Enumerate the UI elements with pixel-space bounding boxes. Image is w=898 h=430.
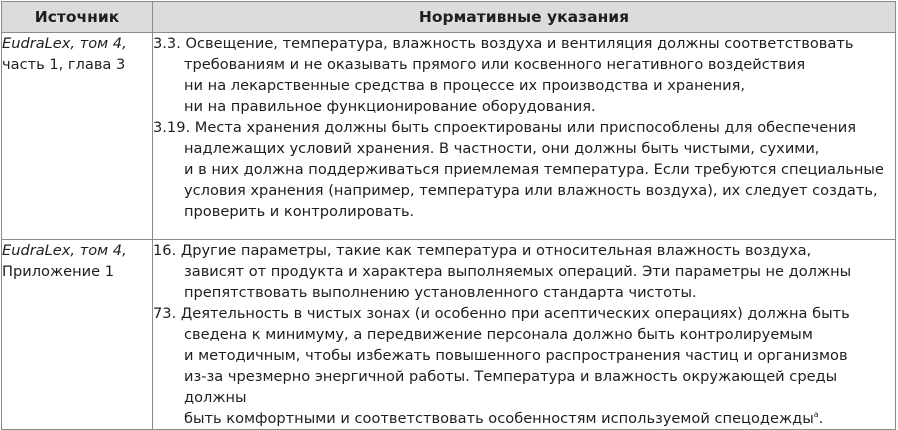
clause-line: ни на лекарственные средства в процессе их производства и хранения, [184, 77, 746, 94]
table-row [2, 240, 896, 430]
header-guidance: Нормативные указания [153, 2, 896, 33]
source-section: часть 1, глава 3 [2, 56, 126, 73]
clause-line [153, 408, 895, 429]
guidance-cell [153, 33, 896, 240]
source-italic: EudraLex, том 4, [2, 242, 127, 259]
clause-line: сведена к минимуму, а передвижение персонала должно быть контролируемым [184, 326, 813, 343]
clause-line: ни на правильное функционирование оборудования. [184, 98, 596, 115]
clause-3-3 [153, 33, 895, 117]
clause-16 [153, 240, 895, 303]
clause-line: надлежащих условий хранения. В частности, они должны быть чистыми, сухими, [184, 140, 820, 157]
table-row [2, 33, 896, 240]
regulatory-table [1, 1, 896, 430]
clause-line: требованиям и не оказывать прямого или косвенного негативного воздействия [184, 56, 806, 73]
clause-line: условия хранения (например, температура или влажность воздуха), их следует создать, [184, 182, 878, 199]
clause-line: и методичным, чтобы избежать повышенного распространения частиц и организмов [184, 347, 848, 364]
source-cell [2, 240, 153, 430]
footnote-marker: a [813, 410, 819, 420]
source-section: Приложение 1 [2, 263, 115, 280]
header-source: Источник [2, 2, 153, 33]
clause-73 [153, 303, 895, 429]
clause-line: препятствовать выполнению установленного стандарта чистоты. [184, 284, 697, 301]
clause-line: из-за чрезмерно энергичной работы. Температура и влажность окружающей среды должны [184, 368, 838, 406]
clause-3-19 [153, 117, 895, 222]
clause-line: зависят от продукта и характера выполняемых операций. Эти параметры не должны [184, 263, 852, 280]
clause-line: 3.3. Освещение, температура, влажность воздуха и вентиляция должны соответствовать [153, 35, 854, 52]
clause-line: 73. Деятельность в чистых зонах (и особенно при асептических операциях) должна быть [153, 305, 850, 322]
source-cell [2, 33, 153, 240]
clause-line: 16. Другие параметры, такие как температура и относительная влажность воздуха, [153, 242, 812, 259]
source-italic: EudraLex, том 4, [2, 35, 127, 52]
clause-line-text: быть комфортными и соответствовать особенностям используемой спецодежды [184, 410, 814, 427]
header-row [2, 2, 896, 33]
guidance-cell [153, 240, 896, 430]
clause-line: проверить и контролировать. [184, 203, 415, 220]
clause-line: и в них должна поддерживаться приемлемая температура. Если требуются специальные [184, 161, 884, 178]
clause-end: . [818, 410, 824, 427]
clause-line: 3.19. Места хранения должны быть спроектированы или приспособлены для обеспечения [153, 119, 857, 136]
